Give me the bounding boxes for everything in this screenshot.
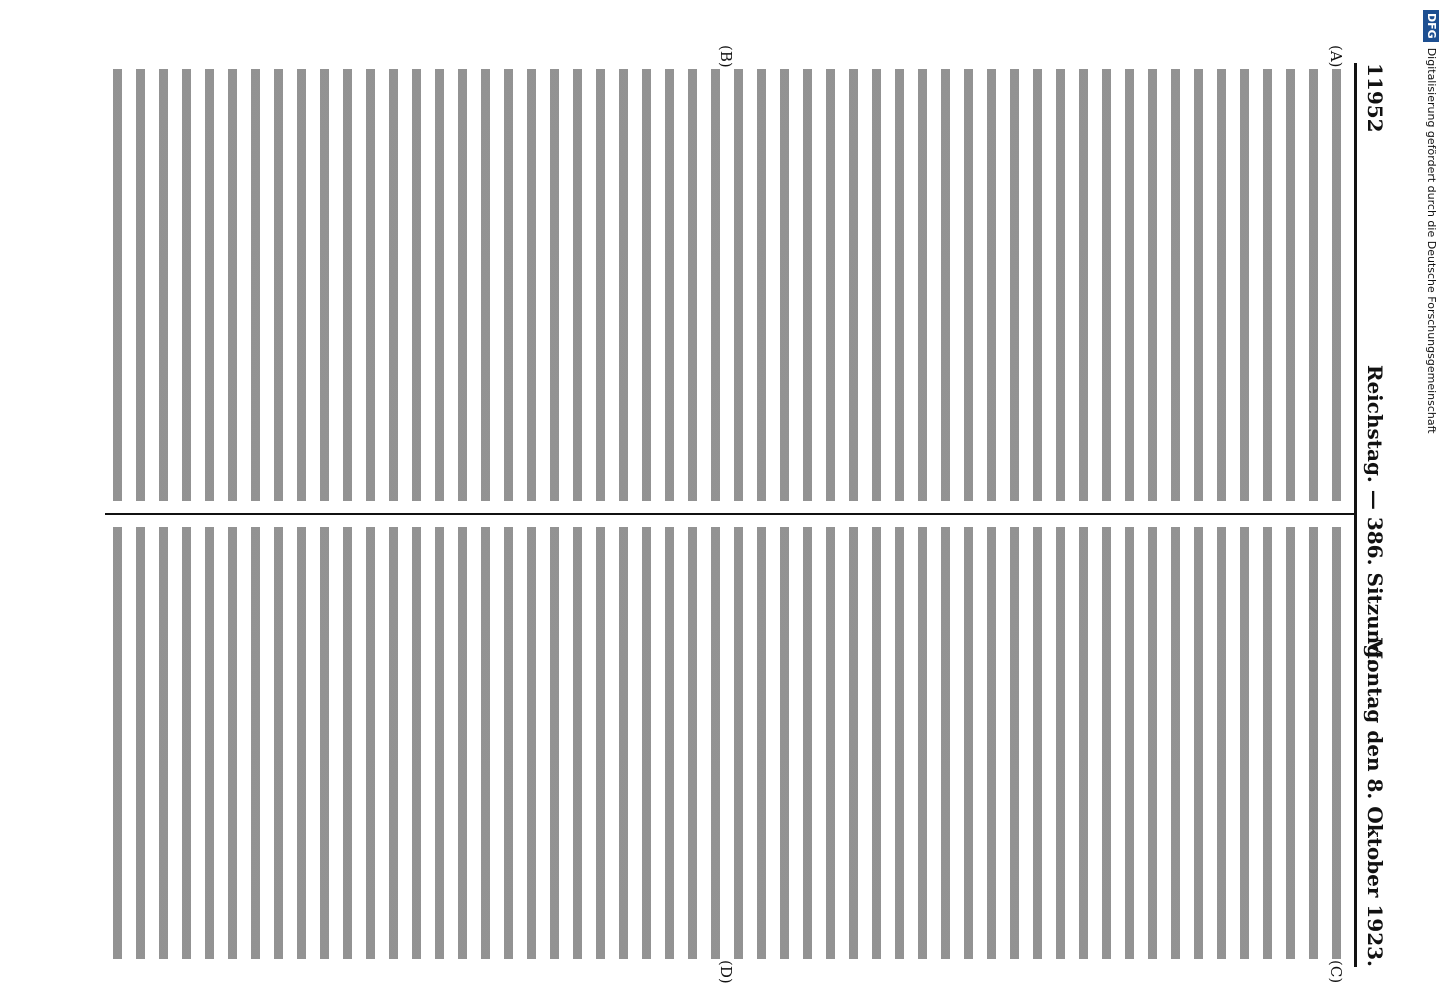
margin-marker-d: (D) bbox=[717, 960, 735, 984]
session-title: Reichstag. — 386. Sitzung. bbox=[1363, 364, 1387, 666]
page-header bbox=[1361, 63, 1387, 967]
dfg-logo: DFG bbox=[1423, 10, 1439, 42]
scanned-sheet bbox=[95, 45, 1395, 985]
rotated-page bbox=[95, 45, 1395, 985]
left-column bbox=[109, 69, 1349, 501]
margin-marker-b: (B) bbox=[717, 45, 735, 68]
header-rule bbox=[1354, 63, 1357, 967]
digitization-note-text: Digitalisierung gefördert durch die Deutsche Forschungsgemeinschaft bbox=[1425, 47, 1438, 434]
margin-marker-c: (C) bbox=[1327, 960, 1345, 984]
session-date: Montag den 8. Oktober 1923. bbox=[1363, 637, 1387, 967]
digitization-note bbox=[1423, 10, 1439, 990]
right-column bbox=[109, 527, 1349, 959]
margin-marker-a: (A) bbox=[1327, 45, 1345, 68]
right-column-lines bbox=[109, 527, 1349, 959]
page-number: 11952 bbox=[1363, 63, 1387, 133]
left-column-lines bbox=[109, 69, 1349, 501]
column-divider bbox=[105, 513, 1355, 515]
